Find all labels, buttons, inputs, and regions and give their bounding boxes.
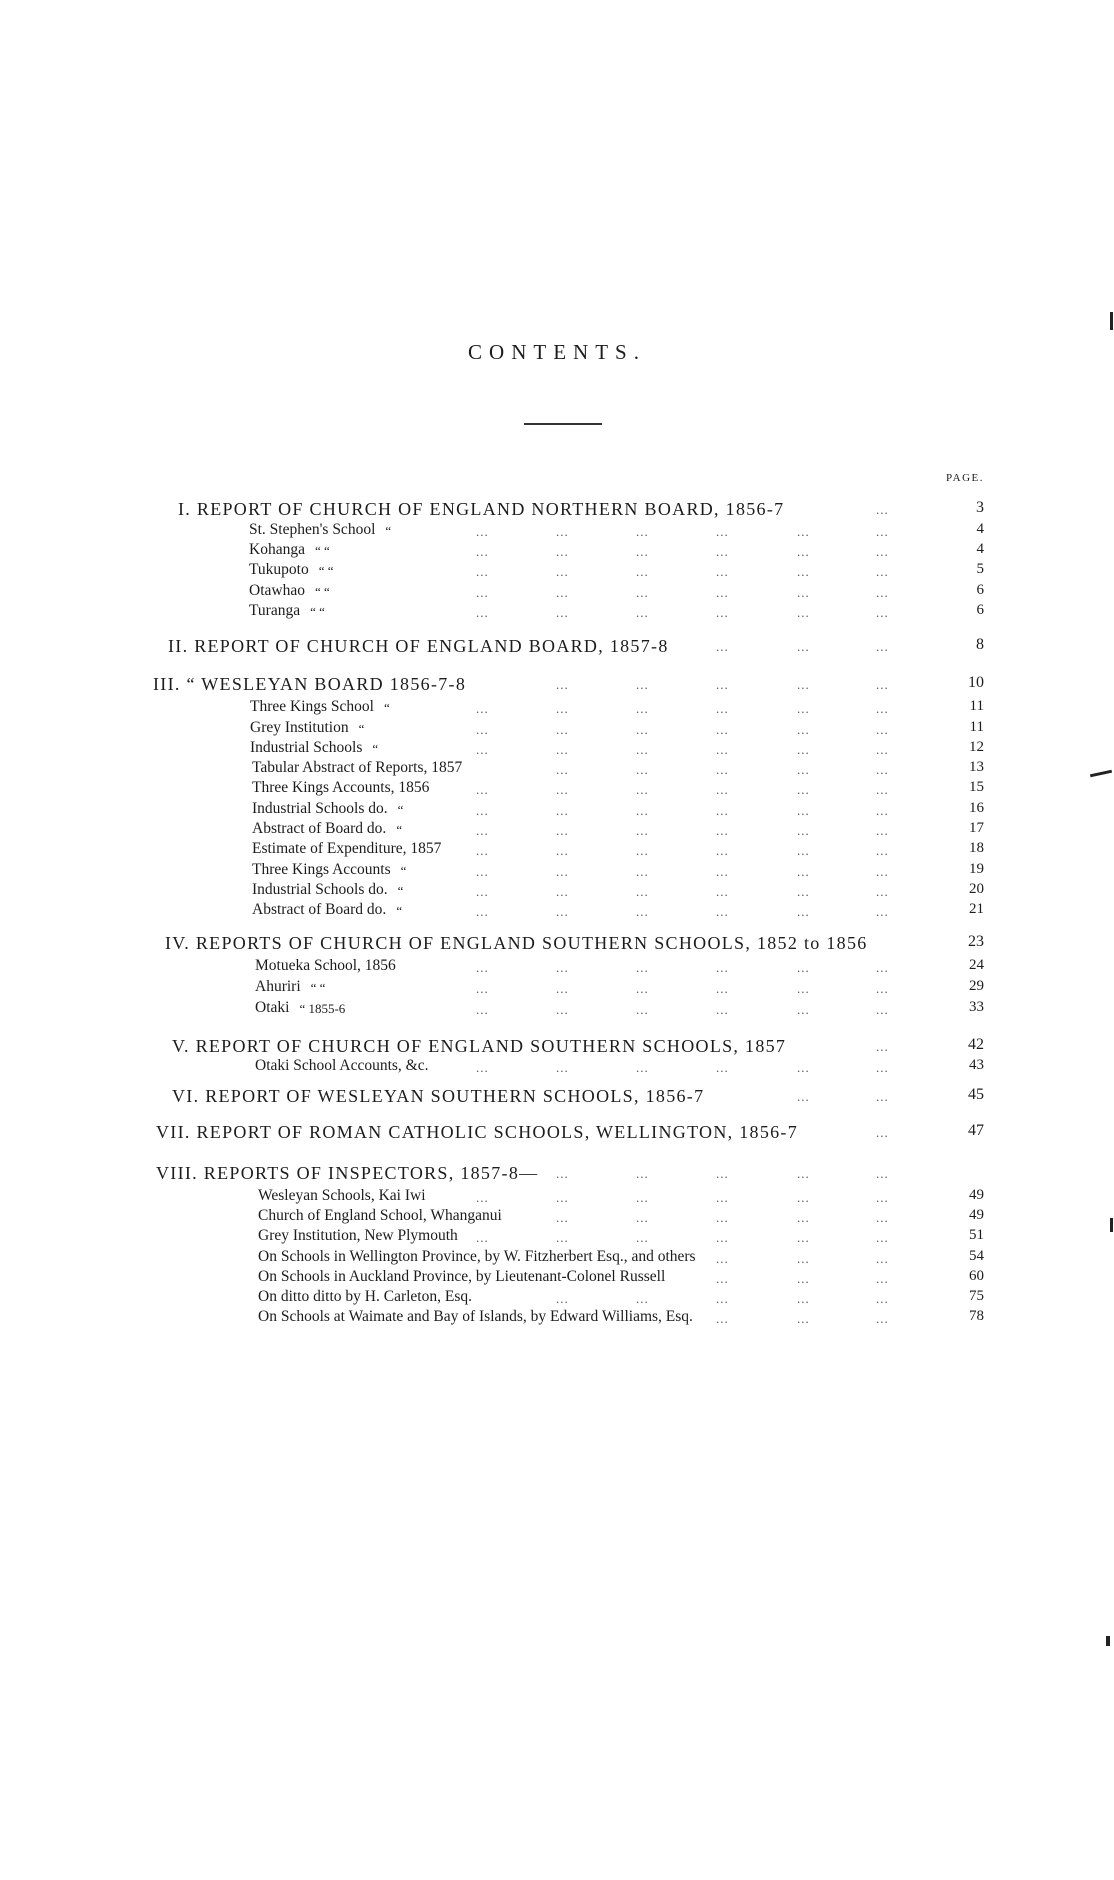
leader-dots: ...	[476, 823, 489, 838]
toc-entry	[0, 739, 1114, 761]
leader-dots: ...	[876, 884, 889, 899]
leader-dots: ...	[716, 544, 729, 559]
leader-dots: ...	[476, 803, 489, 818]
leader-dots: ...	[797, 524, 810, 539]
toc-entry	[0, 541, 1114, 563]
leader-dots: ...	[876, 639, 889, 654]
entry-label: Church of England School, Whanganui	[258, 1207, 502, 1224]
leader-dots: ...	[716, 762, 729, 777]
page-number: 18	[969, 840, 984, 856]
leader-dots: ...	[797, 864, 810, 879]
leader-dots: ...	[476, 564, 489, 579]
leader-dots: ...	[636, 1190, 649, 1205]
leader-dots: ...	[797, 564, 810, 579]
leader-dots: ...	[876, 1125, 889, 1140]
leader-dots: ...	[797, 782, 810, 797]
page-number: 11	[969, 698, 984, 714]
leader-dots: ...	[876, 843, 889, 858]
leader-dots: ...	[636, 1002, 649, 1017]
ditto-mark: “	[385, 523, 392, 538]
page-number: 8	[976, 636, 984, 653]
leader-dots: ...	[716, 803, 729, 818]
leader-dots: ...	[797, 1251, 810, 1266]
page-number: 45	[968, 1086, 984, 1103]
page-number: 3	[976, 499, 984, 516]
section-label: I. REPORT OF CHURCH OF ENGLAND NORTHERN BOARD, 1856-7	[178, 499, 785, 519]
leader-dots: ...	[876, 524, 889, 539]
leader-dots: ...	[876, 1060, 889, 1075]
page-number: 43	[969, 1057, 984, 1073]
leader-dots: ...	[797, 981, 810, 996]
leader-dots: ...	[556, 762, 569, 777]
page-number: 11	[969, 719, 984, 735]
leader-dots: ...	[556, 864, 569, 879]
leader-dots: ...	[797, 1271, 810, 1286]
leader-dots: ...	[797, 544, 810, 559]
leader-dots: ...	[716, 782, 729, 797]
entry-label: Tabular Abstract of Reports, 1857	[252, 759, 463, 776]
ditto-mark: “ “	[314, 584, 330, 599]
leader-dots: ...	[797, 904, 810, 919]
leader-dots: ...	[716, 843, 729, 858]
toc-entry	[0, 840, 1114, 862]
leader-dots: ...	[876, 722, 889, 737]
leader-dots: ...	[556, 1060, 569, 1075]
toc-entry	[0, 1288, 1114, 1310]
leader-dots: ...	[636, 782, 649, 797]
leader-dots: ...	[556, 701, 569, 716]
leader-dots: ...	[797, 762, 810, 777]
entry-label: Estimate of Expenditure, 1857	[252, 840, 442, 857]
entry-label: Industrial Schools do.	[252, 881, 388, 898]
leader-dots: ...	[556, 722, 569, 737]
toc-entry	[0, 779, 1114, 801]
entry-label: On Schools in Wellington Province, by W. Fitzherbert Esq., and others	[258, 1248, 696, 1265]
leader-dots: ...	[476, 722, 489, 737]
leader-dots: ...	[636, 843, 649, 858]
page-number: 60	[969, 1268, 984, 1284]
leader-dots: ...	[636, 904, 649, 919]
page-number: 21	[969, 901, 984, 917]
leader-dots: ...	[716, 1251, 729, 1266]
leader-dots: ...	[797, 1089, 810, 1104]
leader-dots: ...	[876, 742, 889, 757]
entry-label: Industrial Schools	[250, 739, 363, 756]
leader-dots: ...	[797, 1210, 810, 1225]
toc-entry	[0, 881, 1114, 903]
leader-dots: ...	[876, 823, 889, 838]
page-number: 4	[976, 521, 984, 537]
toc-entry	[0, 1308, 1114, 1330]
leader-dots: ...	[716, 564, 729, 579]
toc-entry	[0, 698, 1114, 720]
leader-dots: ...	[797, 884, 810, 899]
page-number: 42	[968, 1036, 984, 1053]
entry-label: Otawhao	[249, 582, 305, 599]
leader-dots: ...	[797, 677, 810, 692]
section-label: V. REPORT OF CHURCH OF ENGLAND SOUTHERN SCHOOLS, 1857	[172, 1036, 787, 1056]
leader-dots: ...	[876, 960, 889, 975]
leader-dots: ...	[716, 585, 729, 600]
leader-dots: ...	[716, 884, 729, 899]
toc-section	[0, 1036, 1114, 1058]
page-number: 15	[969, 779, 984, 795]
leader-dots: ...	[556, 960, 569, 975]
leader-dots: ...	[636, 1230, 649, 1245]
ditto-mark: “	[397, 802, 404, 817]
leader-dots: ...	[556, 1230, 569, 1245]
toc-section	[0, 933, 1114, 955]
leader-dots: ...	[876, 544, 889, 559]
leader-dots: ...	[876, 1089, 889, 1104]
leader-dots: ...	[797, 1230, 810, 1245]
leader-dots: ...	[476, 701, 489, 716]
toc-entry	[0, 1248, 1114, 1270]
leader-dots: ...	[636, 864, 649, 879]
entry-label: Tukupoto	[249, 561, 309, 578]
entry-label: On ditto ditto by H. Carleton, Esq.	[258, 1288, 472, 1305]
leader-dots: ...	[636, 762, 649, 777]
toc-entry	[0, 1187, 1114, 1209]
page-number: 23	[968, 933, 984, 950]
ditto-mark: “	[396, 903, 403, 918]
leader-dots: ...	[636, 677, 649, 692]
leader-dots: ...	[636, 1210, 649, 1225]
leader-dots: ...	[476, 544, 489, 559]
leader-dots: ...	[556, 884, 569, 899]
leader-dots: ...	[476, 1060, 489, 1075]
leader-dots: ...	[876, 1311, 889, 1326]
page-number: 19	[969, 861, 984, 877]
leader-dots: ...	[876, 762, 889, 777]
entry-label: Abstract of Board do.	[252, 901, 387, 918]
leader-dots: ...	[556, 1210, 569, 1225]
leader-dots: ...	[716, 1190, 729, 1205]
ditto-mark: “	[400, 863, 407, 878]
leader-dots: ...	[636, 803, 649, 818]
page-number: 5	[976, 561, 984, 577]
leader-dots: ...	[636, 1291, 649, 1306]
leader-dots: ...	[636, 564, 649, 579]
leader-dots: ...	[476, 585, 489, 600]
leader-dots: ...	[476, 960, 489, 975]
toc-entry	[0, 521, 1114, 543]
leader-dots: ...	[556, 524, 569, 539]
leader-dots: ...	[476, 843, 489, 858]
leader-dots: ...	[636, 884, 649, 899]
leader-dots: ...	[716, 1166, 729, 1181]
leader-dots: ...	[636, 701, 649, 716]
leader-dots: ...	[876, 605, 889, 620]
leader-dots: ...	[797, 823, 810, 838]
leader-dots: ...	[876, 1190, 889, 1205]
leader-dots: ...	[716, 1311, 729, 1326]
leader-dots: ...	[556, 823, 569, 838]
leader-dots: ...	[797, 1166, 810, 1181]
page-number: 33	[969, 999, 984, 1015]
leader-dots: ...	[876, 1210, 889, 1225]
toc-section	[0, 636, 1114, 658]
leader-dots: ...	[876, 1291, 889, 1306]
entry-label: Grey Institution, New Plymouth	[258, 1227, 458, 1244]
page-number: 13	[969, 759, 984, 775]
leader-dots: ...	[716, 677, 729, 692]
leader-dots: ...	[476, 981, 489, 996]
leader-dots: ...	[716, 904, 729, 919]
leader-dots: ...	[716, 864, 729, 879]
leader-dots: ...	[876, 864, 889, 879]
leader-dots: ...	[556, 544, 569, 559]
leader-dots: ...	[556, 605, 569, 620]
leader-dots: ...	[876, 1251, 889, 1266]
toc-entry	[0, 901, 1114, 923]
page-number: 12	[969, 739, 984, 755]
leader-dots: ...	[476, 864, 489, 879]
leader-dots: ...	[797, 742, 810, 757]
leader-dots: ...	[797, 803, 810, 818]
leader-dots: ...	[716, 1230, 729, 1245]
leader-dots: ...	[716, 960, 729, 975]
leader-dots: ...	[797, 1291, 810, 1306]
leader-dots: ...	[876, 981, 889, 996]
leader-dots: ...	[556, 564, 569, 579]
toc-entry	[0, 1268, 1114, 1290]
leader-dots: ...	[556, 1002, 569, 1017]
leader-dots: ...	[797, 843, 810, 858]
toc-entry	[0, 861, 1114, 883]
section-label: III. “ WESLEYAN BOARD 1856-7-8	[153, 674, 467, 694]
toc-entry	[0, 582, 1114, 604]
leader-dots: ...	[797, 1311, 810, 1326]
leader-dots: ...	[716, 639, 729, 654]
leader-dots: ...	[636, 524, 649, 539]
leader-dots: ...	[476, 1190, 489, 1205]
leader-dots: ...	[716, 1271, 729, 1286]
leader-dots: ...	[636, 981, 649, 996]
leader-dots: ...	[716, 1002, 729, 1017]
ditto-mark: “	[396, 822, 403, 837]
leader-dots: ...	[797, 585, 810, 600]
page-number: 29	[969, 978, 984, 994]
leader-dots: ...	[636, 605, 649, 620]
leader-dots: ...	[476, 1230, 489, 1245]
toc-entry	[0, 957, 1114, 979]
leader-dots: ...	[716, 605, 729, 620]
leader-dots: ...	[476, 1002, 489, 1017]
leader-dots: ...	[876, 782, 889, 797]
toc-entry	[0, 759, 1114, 781]
page-number: 10	[968, 674, 984, 691]
leader-dots: ...	[797, 605, 810, 620]
page-number: 54	[969, 1248, 984, 1264]
entry-label: Ahuriri	[255, 978, 301, 995]
leader-dots: ...	[716, 701, 729, 716]
page-number: 49	[969, 1187, 984, 1203]
leader-dots: ...	[556, 1291, 569, 1306]
title-divider	[524, 423, 602, 425]
toc-entry	[0, 978, 1114, 1000]
toc-entry	[0, 719, 1114, 741]
entry-label: Three Kings Accounts, 1856	[252, 779, 430, 796]
leader-dots: ...	[476, 782, 489, 797]
page-number: 47	[968, 1122, 984, 1139]
entry-label: Three Kings Accounts	[252, 861, 391, 878]
leader-dots: ...	[716, 722, 729, 737]
leader-dots: ...	[556, 904, 569, 919]
leader-dots: ...	[876, 564, 889, 579]
ditto-mark: “ “	[314, 543, 330, 558]
entry-label: On Schools at Waimate and Bay of Islands, by Edward Williams, Esq.	[258, 1308, 693, 1325]
leader-dots: ...	[876, 1271, 889, 1286]
leader-dots: ...	[556, 585, 569, 600]
leader-dots: ...	[876, 585, 889, 600]
page-number: 6	[976, 602, 984, 618]
section-label: IV. REPORTS OF CHURCH OF ENGLAND SOUTHERN SCHOOLS, 1852 to 1856	[165, 933, 868, 953]
leader-dots: ...	[556, 742, 569, 757]
leader-dots: ...	[797, 1002, 810, 1017]
toc-section	[0, 1086, 1114, 1108]
leader-dots: ...	[876, 502, 889, 517]
leader-dots: ...	[876, 1039, 889, 1054]
toc-entry	[0, 999, 1114, 1021]
ditto-mark: “	[358, 721, 365, 736]
leader-dots: ...	[876, 803, 889, 818]
toc-entry	[0, 800, 1114, 822]
page-number: 16	[969, 800, 984, 816]
leader-dots: ...	[636, 544, 649, 559]
leader-dots: ...	[876, 677, 889, 692]
leader-dots: ...	[476, 884, 489, 899]
entry-label: Otaki	[255, 999, 290, 1016]
leader-dots: ...	[876, 904, 889, 919]
toc-section	[0, 1122, 1114, 1144]
page-number: 4	[976, 541, 984, 557]
leader-dots: ...	[876, 701, 889, 716]
leader-dots: ...	[797, 639, 810, 654]
toc-entry	[0, 1227, 1114, 1249]
entry-label: On Schools in Auckland Province, by Lieutenant-Colonel Russell	[258, 1268, 666, 1285]
leader-dots: ...	[476, 904, 489, 919]
section-label: VII. REPORT OF ROMAN CATHOLIC SCHOOLS, WELLINGTON, 1856-7	[156, 1122, 799, 1142]
toc-section	[0, 499, 1114, 521]
leader-dots: ...	[876, 1166, 889, 1181]
page-column-header: PAGE.	[946, 472, 984, 484]
leader-dots: ...	[716, 823, 729, 838]
entry-label: Motueka School, 1856	[255, 957, 396, 974]
page-number: 24	[969, 957, 984, 973]
page-number: 78	[969, 1308, 984, 1324]
leader-dots: ...	[797, 1190, 810, 1205]
page-number: 51	[969, 1227, 984, 1243]
page-number: 17	[969, 820, 984, 836]
leader-dots: ...	[876, 1002, 889, 1017]
ditto-mark: “	[397, 883, 404, 898]
leader-dots: ...	[876, 1230, 889, 1245]
leader-dots: ...	[556, 843, 569, 858]
leader-dots: ...	[636, 1166, 649, 1181]
leader-dots: ...	[716, 1291, 729, 1306]
leader-dots: ...	[716, 742, 729, 757]
leader-dots: ...	[797, 960, 810, 975]
leader-dots: ...	[556, 981, 569, 996]
leader-dots: ...	[636, 823, 649, 838]
ditto-mark: “	[383, 700, 390, 715]
entry-label: Three Kings School	[250, 698, 374, 715]
ditto-mark: “ “	[310, 604, 325, 619]
leader-dots: ...	[797, 1060, 810, 1075]
leader-dots: ...	[556, 677, 569, 692]
leader-dots: ...	[476, 605, 489, 620]
toc-section	[0, 674, 1114, 696]
leader-dots: ...	[797, 701, 810, 716]
toc-entry	[0, 1057, 1114, 1079]
entry-label: Grey Institution	[250, 719, 349, 736]
leader-dots: ...	[636, 1060, 649, 1075]
entry-label: Industrial Schools do.	[252, 800, 388, 817]
leader-dots: ...	[636, 960, 649, 975]
leader-dots: ...	[636, 742, 649, 757]
leader-dots: ...	[797, 722, 810, 737]
toc-section	[0, 1163, 1114, 1185]
leader-dots: ...	[636, 722, 649, 737]
toc-entry	[0, 820, 1114, 842]
leader-dots: ...	[636, 585, 649, 600]
leader-dots: ...	[716, 524, 729, 539]
entry-label: Kohanga	[249, 541, 305, 558]
leader-dots: ...	[716, 981, 729, 996]
section-label: VIII. REPORTS OF INSPECTORS, 1857-8—	[156, 1163, 539, 1183]
leader-dots: ...	[556, 803, 569, 818]
leader-dots: ...	[716, 1060, 729, 1075]
leader-dots: ...	[716, 1210, 729, 1225]
entry-label: St. Stephen's School	[249, 521, 376, 538]
toc-entry	[0, 561, 1114, 583]
leader-dots: ...	[476, 742, 489, 757]
entry-label: Abstract of Board do.	[252, 820, 387, 837]
contents-title: CONTENTS.	[468, 340, 646, 364]
leader-dots: ...	[556, 1166, 569, 1181]
entry-label: Turanga	[249, 602, 301, 619]
page-number: 6	[976, 582, 984, 598]
entry-label: Otaki School Accounts, &c.	[255, 1057, 429, 1074]
leader-dots: ...	[476, 524, 489, 539]
ditto-mark: “ 1855-6	[299, 1001, 346, 1016]
page-number: 20	[969, 881, 984, 897]
section-label: II. REPORT OF CHURCH OF ENGLAND BOARD, 1857-8	[168, 636, 669, 656]
ditto-mark: “	[372, 741, 379, 756]
leader-dots: ...	[556, 1190, 569, 1205]
section-label: VI. REPORT OF WESLEYAN SOUTHERN SCHOOLS, 1856-7	[172, 1086, 705, 1106]
ditto-mark: “ “	[310, 980, 326, 995]
leader-dots: ...	[556, 782, 569, 797]
page-number: 75	[969, 1288, 984, 1304]
toc-entry	[0, 602, 1114, 624]
entry-label: Wesleyan Schools, Kai Iwi	[258, 1187, 426, 1204]
toc-entry	[0, 1207, 1114, 1229]
ditto-mark: “ “	[318, 563, 334, 578]
page-number: 49	[969, 1207, 984, 1223]
